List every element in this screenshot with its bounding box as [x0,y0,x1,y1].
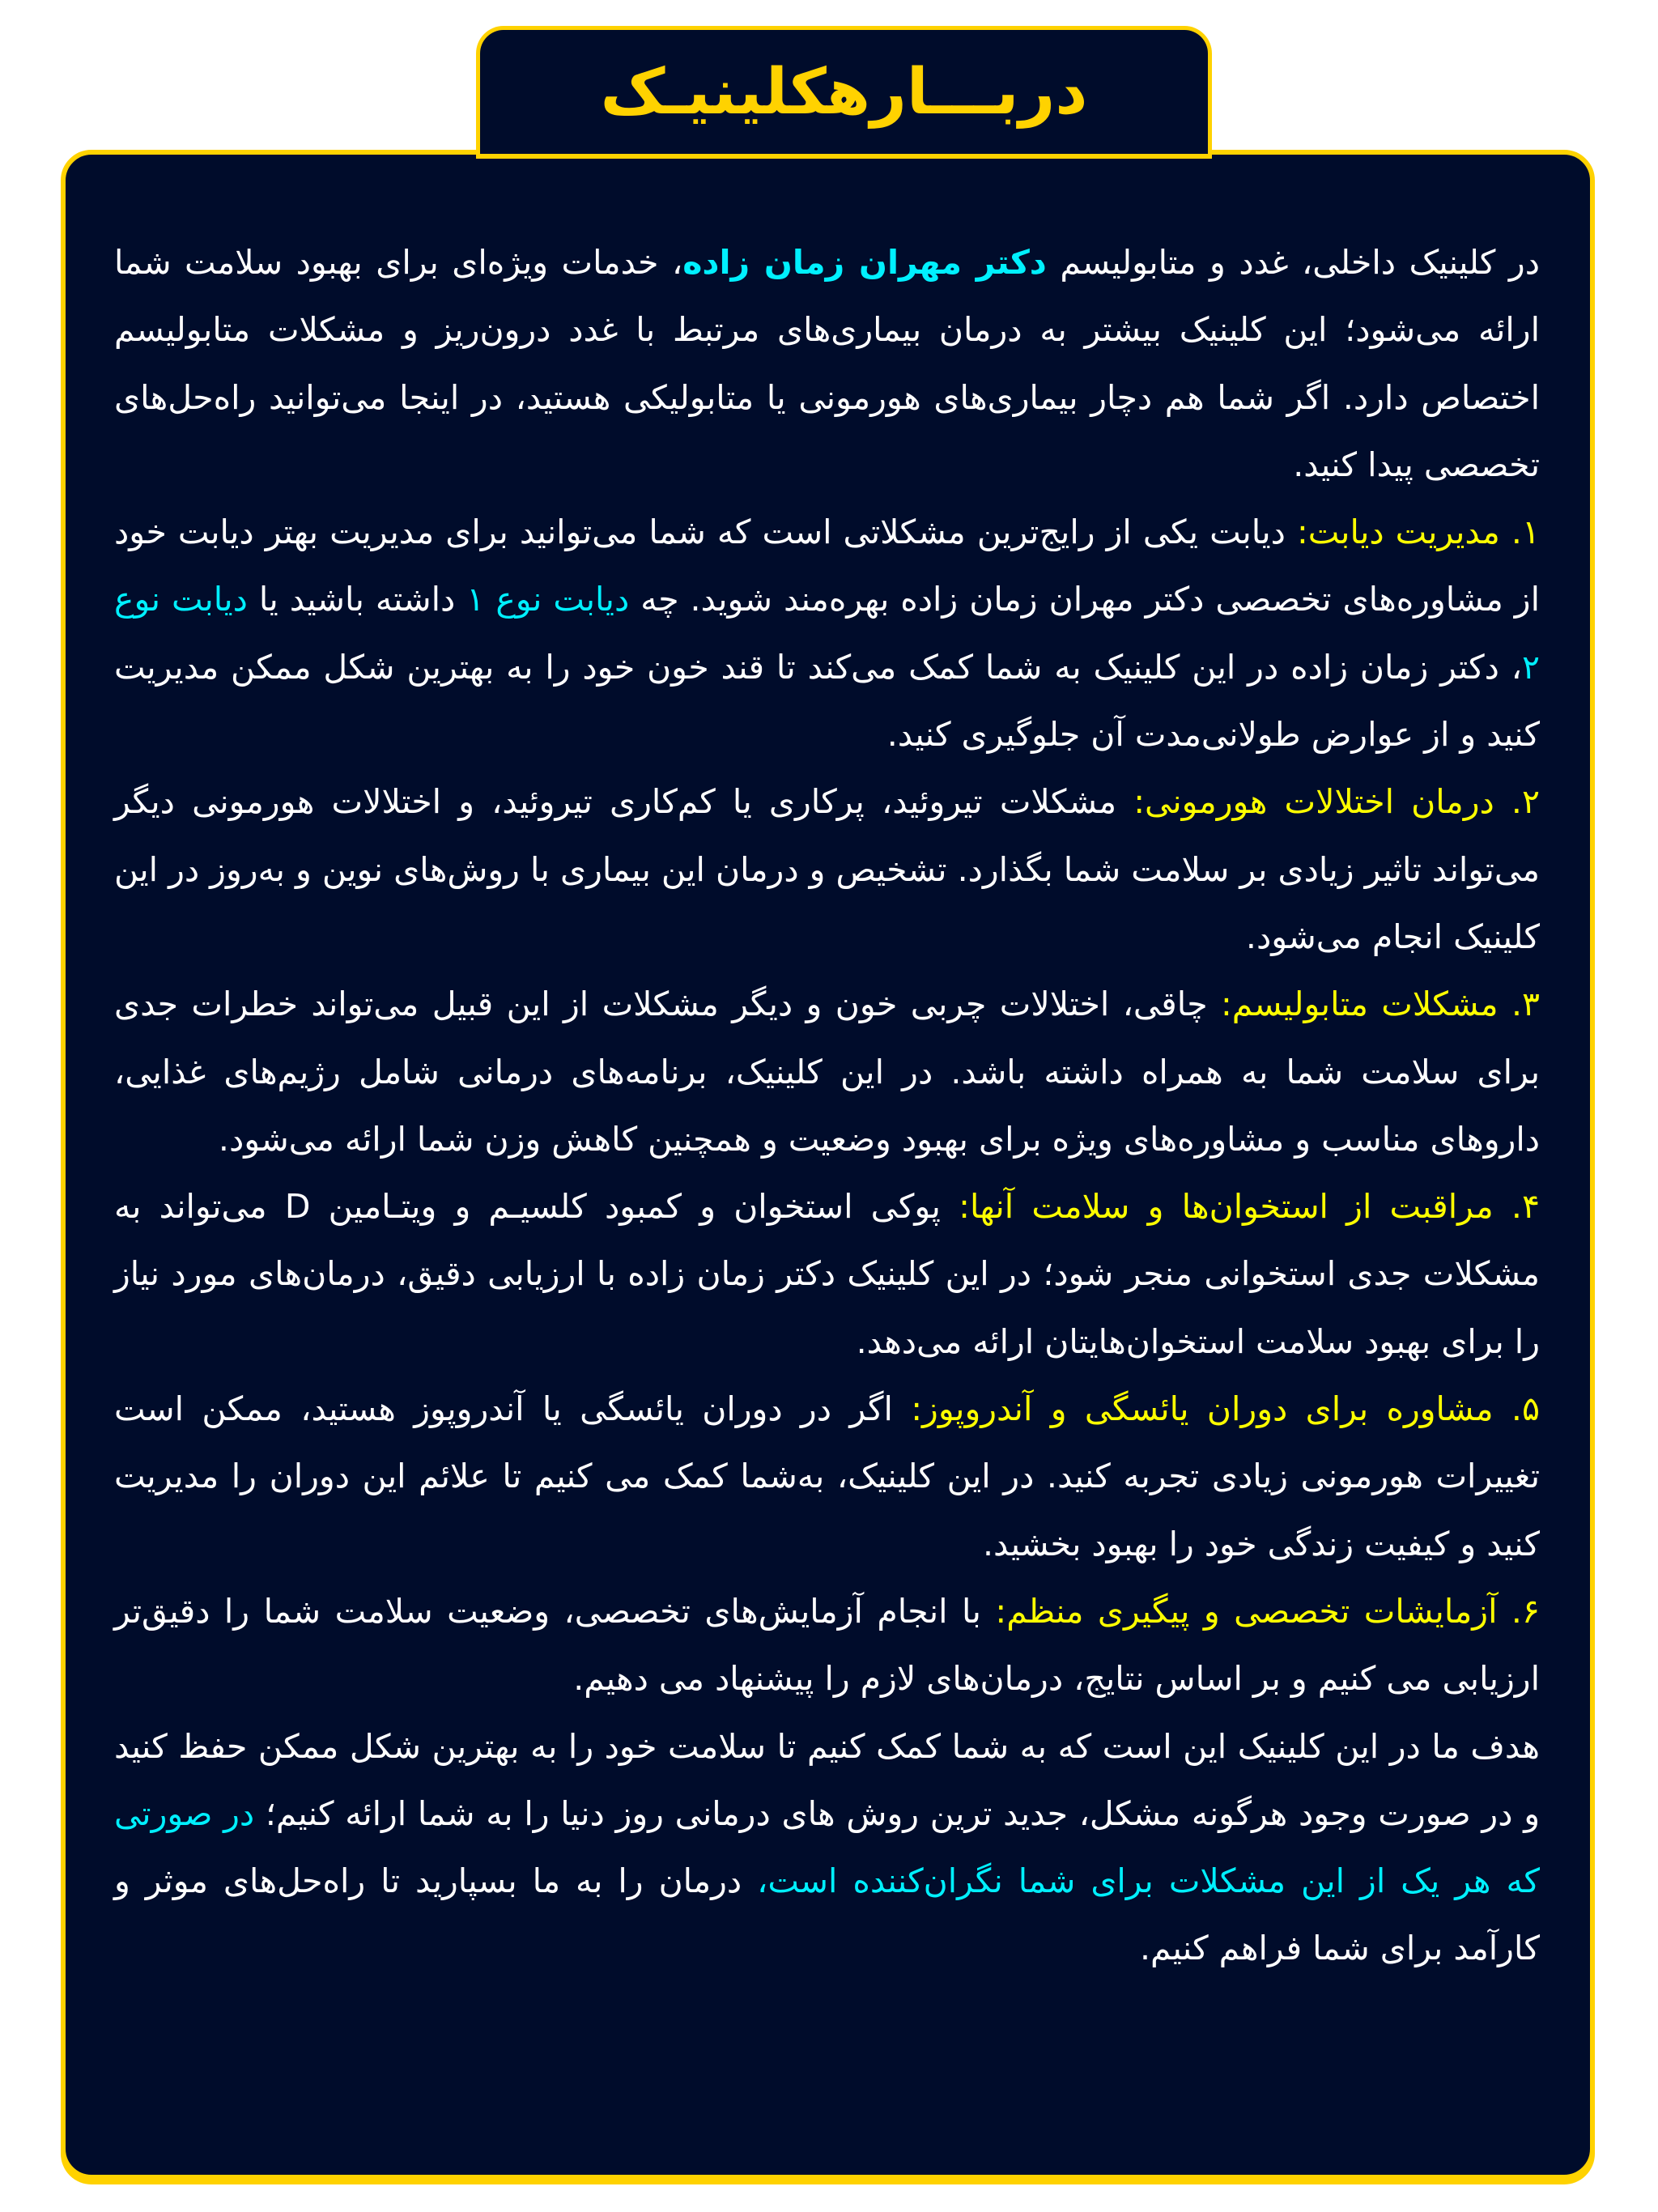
section-text: با انجام آزمایش‌های تخصصی، وضعیت سلامت شما را دقیق‌تر ارزیابی می کنیم و بر اساس نتایج، درمان‌های لازم را پیشنهاد می دهیم. [114,1591,1540,1699]
section-text: دیابت یکی از رایج‌ترین مشکلاتی است که شما می‌توانید برای مدیریت بهتر دیابت خود از مشاوره‌های تخصصی دکتر مهران زمان زاده بهره‌مند شوید. چه [114,513,1540,619]
section-text: پوکی استخوان و کمبود کلسیـم و ویتـامین D می‌تواند به مشکلات جدی استخوانی منجر شود؛ در این کلینیک دکتر زمان زاده با ارزیابی دقیق، درمان‌های مورد نیاز را برای بهبود سلامت استخوان‌هایتان ارائه می‌دهد. [114,1187,1540,1361]
section-heading: ۴. مراقبت از استخوان‌ها و سلامت آنها: [959,1187,1540,1227]
section-text: اگر در دوران یائسگی یا آندروپوز هستید، ممکن است تغییرات هورمونی زیادی تجربه کنید. در این کلینیک، به‌شما کمک می کنیم تا علائم این دوران را مدیریت کنید و کیفیت زندگی خود را بهبود بخشید. [114,1389,1540,1563]
closing-paragraph [114,1713,1540,1983]
section-text: داشته باشید یا [247,580,467,619]
section-text: چاقی، اختلالات چربی خون و دیگر مشکلات از این قبیل می‌تواند خطرات جدی برای سلامت شما به همراه داشته باشد. در این کلینیک، برنامه‌های درمانی شامل رژیم‌های غذایی، داروهای مناسب و مشاوره‌های ویژه برای بهبود وضعیت و همچنین کاهش وزن شما ارائه می‌شود. [114,985,1540,1159]
section-heading: ۶. آزمایشات تخصصی و پیگیری منظم: [995,1591,1540,1631]
section-heading: ۲. درمان اختلالات هورمونی: [1133,782,1540,822]
section-heading: ۱. مدیریت دیابت: [1296,513,1540,552]
intro-paragraph [114,229,1540,499]
section-metabolism [114,971,1540,1173]
about-clinic-panel [61,150,1595,2180]
section-heading: ۳. مشکلات متابولیسم: [1220,985,1541,1024]
intro-text-before: در کلینیک داخلی، غدد و متابولیسم [1046,243,1540,282]
about-content [114,229,1540,1983]
section-hormonal [114,768,1540,971]
section-bones [114,1173,1540,1376]
closing-highlight: در صورتی که هر یک از این مشکلات برای شما نگران‌کننده است، [114,1793,1540,1901]
title-box [476,26,1212,154]
page-title: دربـــارهکلینیـک [600,55,1088,129]
section-text: ، دکتر زمان زاده در این کلینیک به شما کمک می‌کند تا قند خون خود را به بهترین شکل ممکن مدیریت کنید و از عوارض طولانی‌مدت آن جلوگیری کنید. [114,647,1540,755]
section-text: مشکلات تیروئید، پرکاری یا کم‌کاری تیروئید، و اختلالات هورمونی دیگر می‌تواند تاثیر زیادی بر سلامت شما بگذارد. تشخیص و درمان این بیماری با روش‌های نوین و به‌روز در این کلینیک انجام می‌شود. [114,782,1540,956]
closing-text-before: هدف ما در این کلینیک این است که به‌ شما کمک کنیم تا سلامت خود را به بهترین شکل ممکن حفظ کنید و در صورت وجود هرگونه مشکل، جدید ترین روش های درمانی روز دنیا را به شما ارائه کنیم؛ [114,1726,1540,1833]
diabetes-type-2: دیابت نوع ۲ [114,580,1540,687]
doctor-name: دکتر مهران زمان زاده [682,243,1047,282]
section-tests [114,1578,1540,1713]
closing-text-after: درمان را به ما بسپارید تا راه‌حل‌های موثر و کارآمد برای شما فراهم کنیم. [114,1861,1540,1968]
section-menopause [114,1376,1540,1578]
section-diabetes [114,499,1540,768]
diabetes-type-1: دیابت نوع ۱ [466,580,630,619]
intro-text-after: ، خدمات ویژه‌ای برای بهبود سلامت شما ارائه می‌شود؛ این کلینیک بیشتر به درمان بیماری‌های مرتبط با غدد درون‌ریز و مشکلات متابولیسم اختصاص دارد. اگر شما هم دچار بیماری‌های هورمونی یا متابولیکی هستید، در اینجا می‌توانید راه‌حل‌های تخصصی پیدا کنید. [114,243,1540,484]
section-heading: ۵. مشاوره برای دوران یائسگی و آندروپوز: [911,1389,1541,1429]
